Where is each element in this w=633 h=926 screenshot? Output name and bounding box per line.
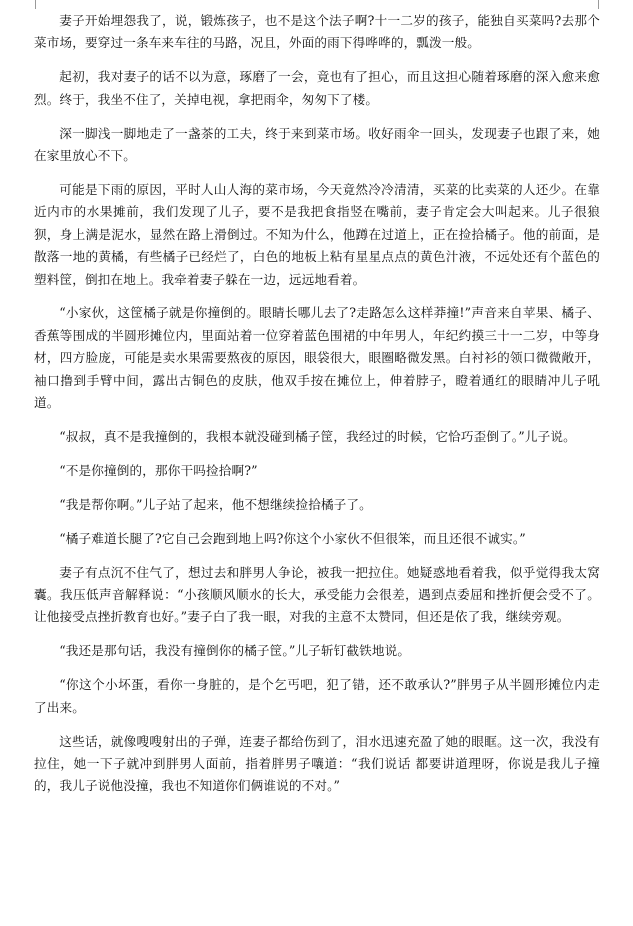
paragraph: 这些话，就像嗖嗖射出的子弹，连妻子都给伤到了，泪水迅速充盈了她的眼眶。这一次，我没有拉住，她一下子就冲到胖男人面前，指着胖男子嚷道：“我们说话 都要讲道理呀，你说是我儿子撞的，我儿子说他没撞，我也不知道你们俩谁说的不对。”	[34, 733, 600, 794]
paragraph: “叔叔，真不是我撞倒的，我根本就没碰到橘子筐，我经过的时候，它恰巧歪倒了。”儿子说。	[59, 429, 576, 444]
paragraph: “你这个小坏蛋，看你一身脏的，是个乞丐吧，犯了错，还不敢承认?”胖男子从半圆形摊位内走了出来。	[34, 677, 600, 715]
paragraph: 起初，我对妻子的话不以为意，琢磨了一会，竟也有了担心，而且这担心随着琢磨的深入愈来愈烈。终于，我坐不住了，关掉电视，拿把雨伞，匆匆下了楼。	[34, 69, 600, 107]
paragraph: 妻子有点沉不住气了，想过去和胖男人争论，被我一把拉住。她疑惑地看着我，似乎觉得我太窝囊。我压低声音解释说：“小孩顺风顺水的长大，承受能力会很差，遇到点委屈和挫折便会受不了。让他接受点挫折教育也好。”妻子白了我一眼，对我的主意不太赞同，但还是依了我，继续旁观。	[34, 564, 600, 625]
paragraph: 可能是下雨的原因，平时人山人海的菜市场，今天竟然冷冷清清，买菜的比卖菜的人还少。在靠近内市的水果摊前，我们发现了儿子，要不是我把食指竖在嘴前，妻子肯定会大叫起来。儿子很狼狈，身上满是泥水，显然在路上滑倒过。不知为什么，他蹲在过道上，正在捡拾橘子。他的前面，是散落一地的黄橘，有些橘子已经烂了，白色的地板上粘有星星点点的黄色汁液，不远处还有个蓝色的塑料筐，倒扣在地上。我牵着妻子躲在一边，远远地看着。	[34, 181, 600, 287]
paragraph: “我是帮你啊。”儿子站了起来，他不想继续捡拾橘子了。	[59, 496, 372, 512]
paragraph: “不是你撞倒的，那你干吗捡拾啊?”	[59, 462, 258, 478]
page-crop-mark-right	[598, 0, 599, 9]
story-text	[34, 10, 600, 809]
paragraph: “小家伙，这筐橘子就是你撞倒的。眼睛长哪儿去了?走路怎么这样莽撞!”声音来自苹果、橘子、香蕉等围成的半圆形摊位内，里面站着一位穿着蓝色围裙的中年男人，年纪约摸三十一二岁，中等身材，四方脸庞，可能是卖水果需要熬夜的原因，眼袋很大，眼圈略微发黑。白衬衫的领口微微敞开，袖口撸到手臂中间，露出古铜色的皮肤，他双手按在摊位上，伸着脖子，瞪着通红的眼睛冲儿子吼道。	[34, 305, 600, 411]
page-crop-mark-left	[35, 0, 36, 9]
paragraph: “橘子难道长腿了?它自己会跑到地上吗?你这个小家伙不但很笨，而且还很不诚实。”	[59, 530, 526, 546]
paragraph: 妻子开始埋怨我了，说，锻炼孩子，也不是这个法子啊?十一二岁的孩子，能独自买菜吗?去那个菜市场，要穿过一条车来车往的马路，况且，外面的雨下得哗哗的，瓢泼一般。	[34, 13, 600, 51]
paragraph: “我还是那句话，我没有撞倒你的橘子筐。”儿子斩钉截铁地说。	[59, 643, 411, 659]
paragraph: 深一脚浅一脚地走了一盏茶的工夫，终于来到菜市场。收好雨伞一回头，发现妻子也跟了来，她在家里放心不下。	[34, 125, 600, 164]
